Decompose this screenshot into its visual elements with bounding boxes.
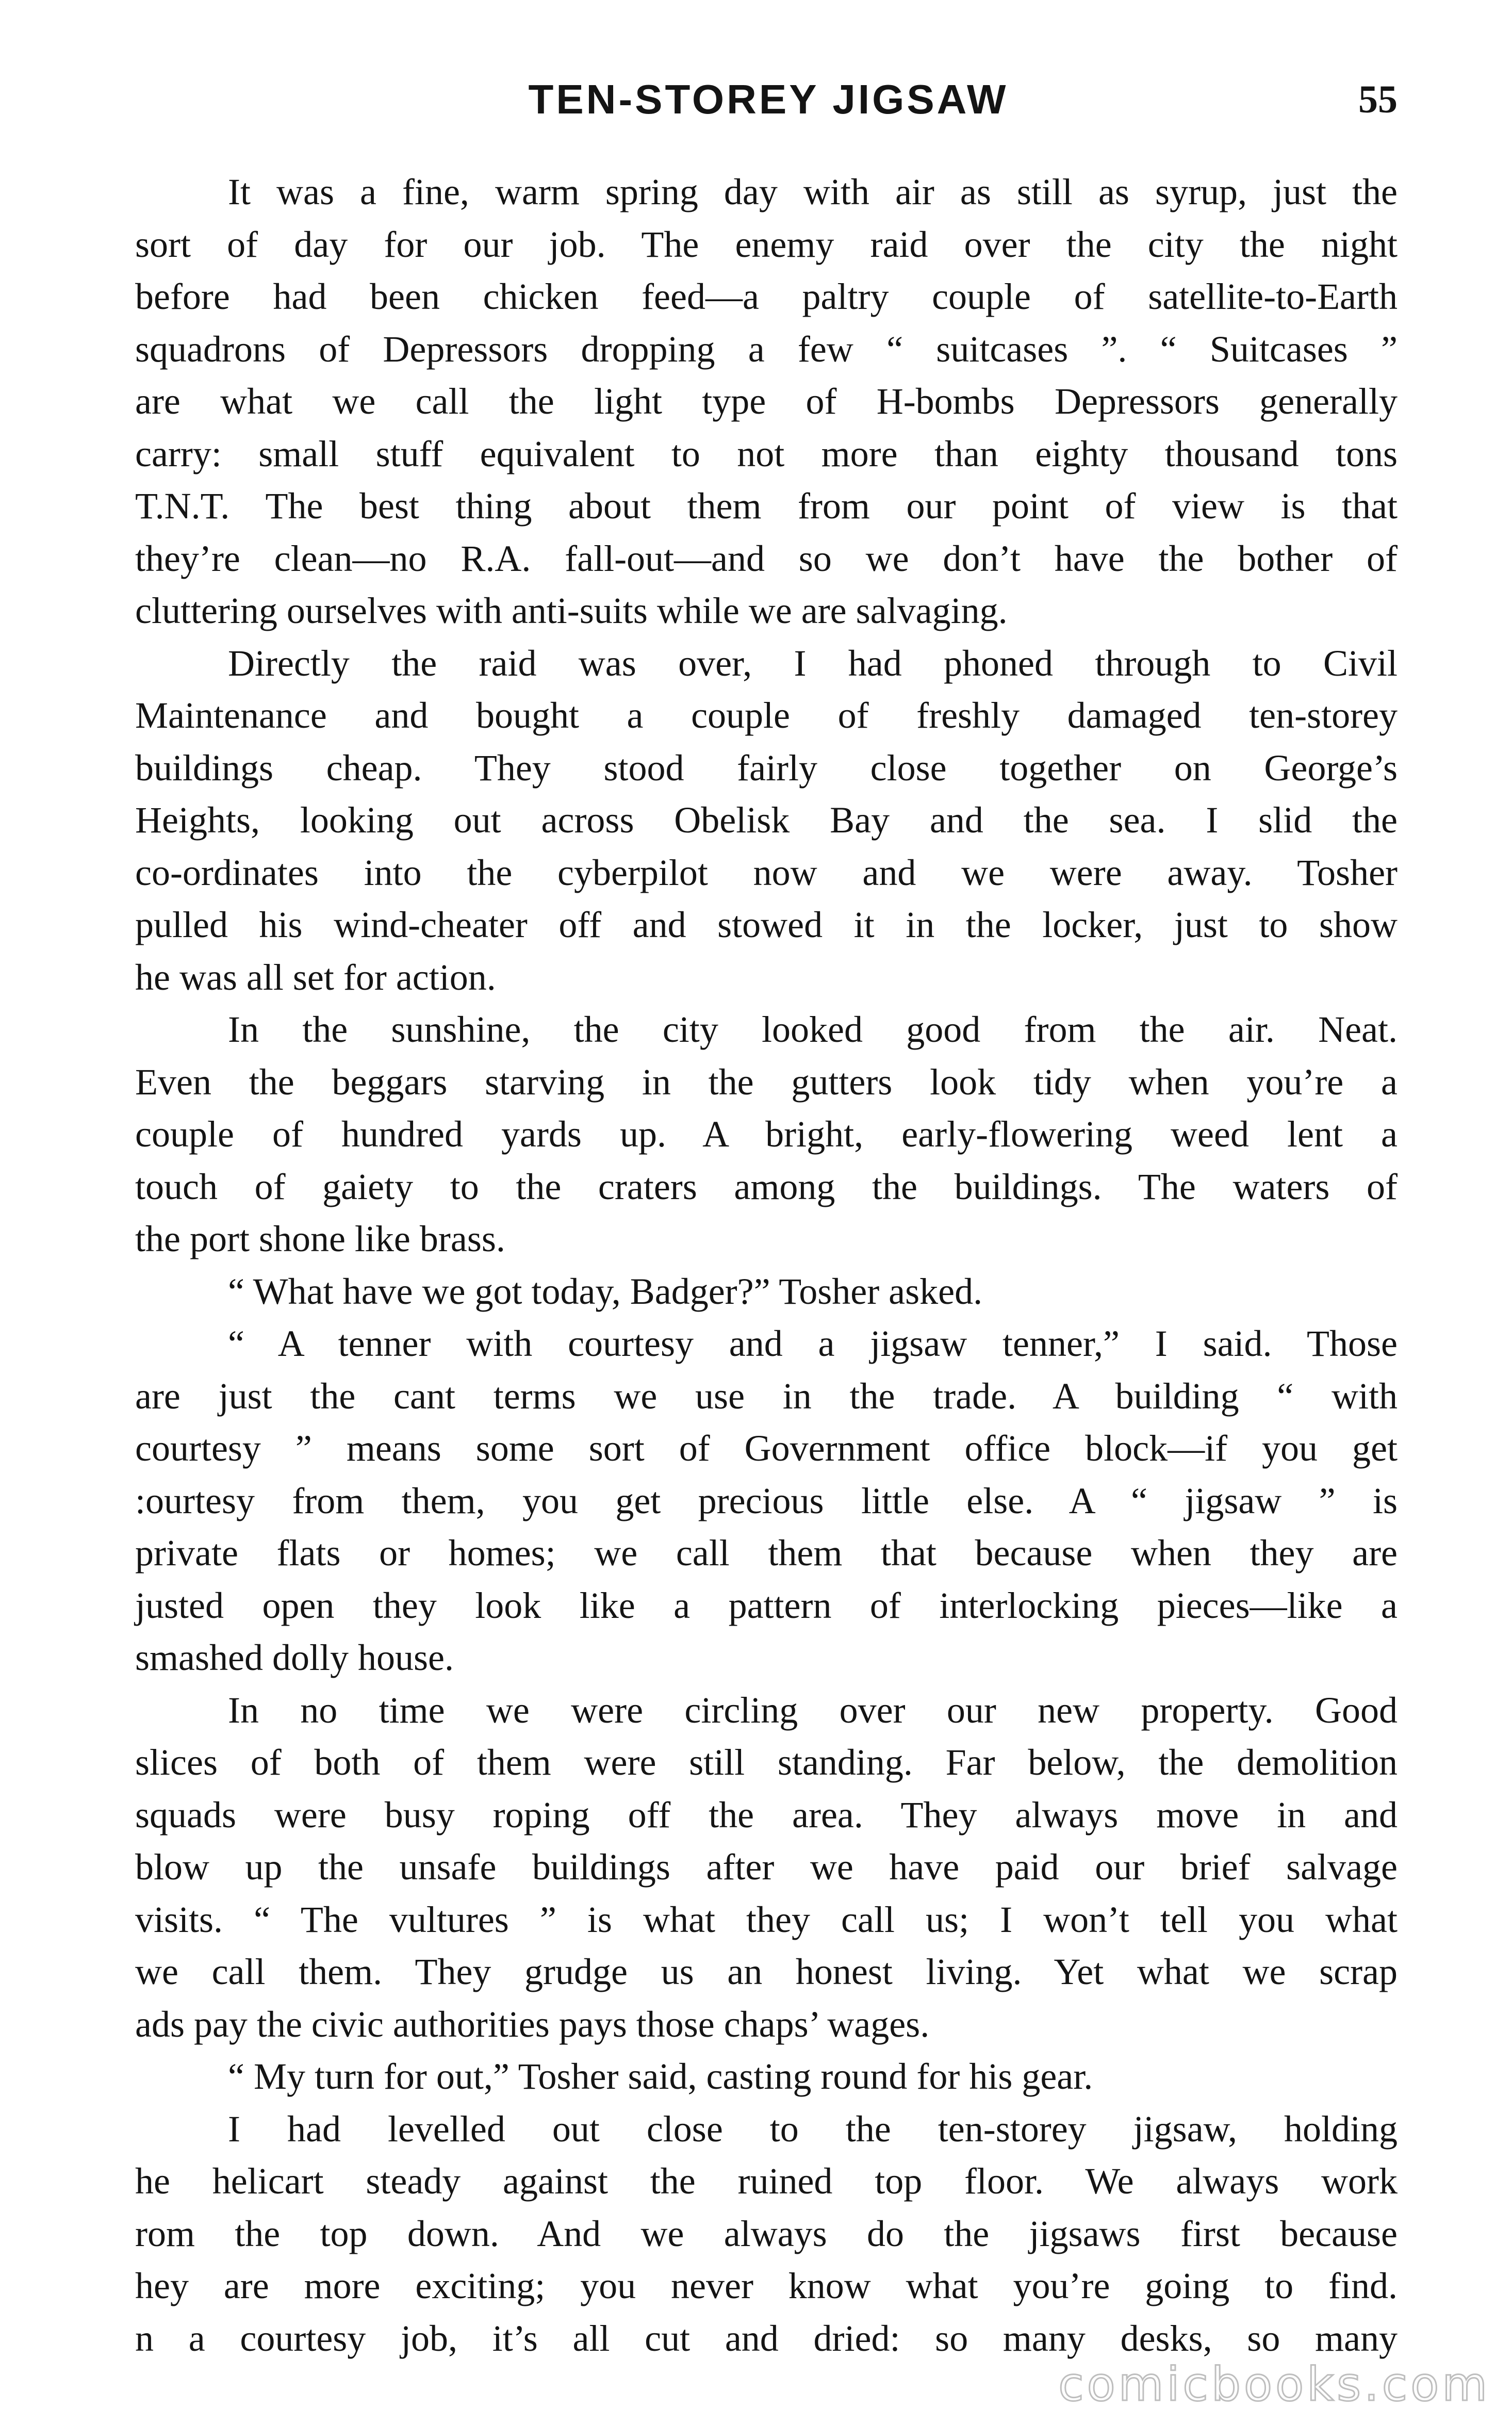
text-line: Maintenance and bought a couple of freshly damaged ten-storey — [135, 695, 1398, 736]
text-line: “ A tenner with courtesy and a jigsaw tenner,” I said. Those — [228, 1323, 1398, 1364]
text-line: pulled his wind-cheater off and stowed it in the locker, just to show — [135, 904, 1398, 945]
text-line: In the sunshine, the city looked good from the air. Neat. — [228, 1009, 1398, 1050]
text-line: we call them. They grudge us an honest living. Yet what we scrap — [135, 1951, 1398, 1992]
text-line: Heights, looking out across Obelisk Bay and the sea. I slid the — [135, 799, 1398, 841]
text-line: ads pay the civic authorities pays those chaps’ wages. — [135, 2003, 930, 2045]
text-line: visits. “ The vultures ” is what they call us; I won’t tell you what — [135, 1898, 1398, 1940]
text-line: I had levelled out close to the ten-storey jigsaw, holding — [228, 2108, 1398, 2150]
text-line: squadrons of Depressors dropping a few “ suitcases ”. “ Suitcases ” — [135, 328, 1398, 370]
text-line: he was all set for action. — [135, 956, 496, 998]
running-head — [139, 71, 1398, 128]
text-line: T.N.T. The best thing about them from our point of view is that — [135, 485, 1398, 527]
text-line: buildings cheap. They stood fairly close together on George’s — [135, 747, 1398, 789]
watermark-text: comicbooks.com — [1058, 2357, 1490, 2412]
text-line: squads were busy roping off the area. They always move in and — [135, 1794, 1398, 1836]
text-line: smashed dolly house. — [135, 1637, 454, 1678]
text-line: Directly the raid was over, I had phoned through to Civil — [228, 642, 1398, 684]
paragraph — [135, 1684, 1398, 2051]
text-line: “ My turn for out,” Tosher said, casting round for his gear. — [228, 2056, 1093, 2097]
paragraph — [135, 166, 1398, 637]
text-line: private flats or homes; we call them that because when they are — [135, 1532, 1398, 1574]
paragraph — [135, 1266, 1398, 1318]
text-line: slices of both of them were still standing. Far below, the demolition — [135, 1742, 1398, 1783]
paragraph — [135, 2103, 1398, 2365]
page-number: 55 — [1358, 78, 1398, 121]
paragraph — [135, 637, 1398, 1004]
text-line: “ What have we got today, Badger?” Tosher asked. — [228, 1270, 983, 1312]
text-line: n a courtesy job, it’s all cut and dried: so many desks, so many — [135, 2317, 1398, 2359]
text-line: the port shone like brass. — [135, 1218, 505, 1259]
text-line: justed open they look like a pattern of interlocking pieces—like a — [135, 1584, 1398, 1626]
text-line: cluttering ourselves with anti-suits while we are salvaging. — [135, 590, 1008, 631]
text-line: before had been chicken feed—a paltry couple of satellite-to-Earth — [135, 276, 1398, 317]
text-line: couple of hundred yards up. A bright, early-flowering weed lent a — [135, 1113, 1398, 1155]
text-line: rom the top down. And we always do the jigsaws first because — [135, 2213, 1398, 2254]
paragraph — [135, 1004, 1398, 1266]
text-line: are what we call the light type of H-bombs Depressors generally — [135, 381, 1398, 422]
text-line: co-ordinates into the cyberpilot now and we were away. Tosher — [135, 851, 1398, 893]
text-line: It was a fine, warm spring day with air as still as syrup, just the — [228, 171, 1398, 212]
text-line: are just the cant terms we use in the trade. A building “ with — [135, 1375, 1398, 1417]
text-line: they’re clean—no R.A. fall-out—and so we don’t have the bother of — [135, 537, 1398, 579]
running-title: TEN-STOREY JIGSAW — [528, 76, 1009, 122]
paragraph — [135, 2051, 1398, 2103]
text-line: Even the beggars starving in the gutters look tidy when you’re a — [135, 1061, 1398, 1103]
text-line: carry: small stuff equivalent to not more than eighty thousand tons — [135, 433, 1398, 474]
text-line: blow up the unsafe buildings after we have paid our brief salvage — [135, 1846, 1398, 1888]
text-line: courtesy ” means some sort of Government office block—if you get — [135, 1428, 1398, 1469]
text-line: hey are more exciting; you never know what you’re going to find. — [135, 2265, 1398, 2306]
text-line: he helicart steady against the ruined top floor. We always work — [135, 2160, 1398, 2202]
paragraph — [135, 1318, 1398, 1684]
text-line: sort of day for our job. The enemy raid over the city the night — [135, 223, 1398, 265]
text-line: touch of gaiety to the craters among the buildings. The waters of — [135, 1166, 1398, 1207]
text-line: In no time we were circling over our new property. Good — [228, 1689, 1398, 1731]
text-line: :ourtesy from them, you get precious little else. A “ jigsaw ” is — [135, 1480, 1398, 1521]
body-text — [135, 166, 1398, 2365]
